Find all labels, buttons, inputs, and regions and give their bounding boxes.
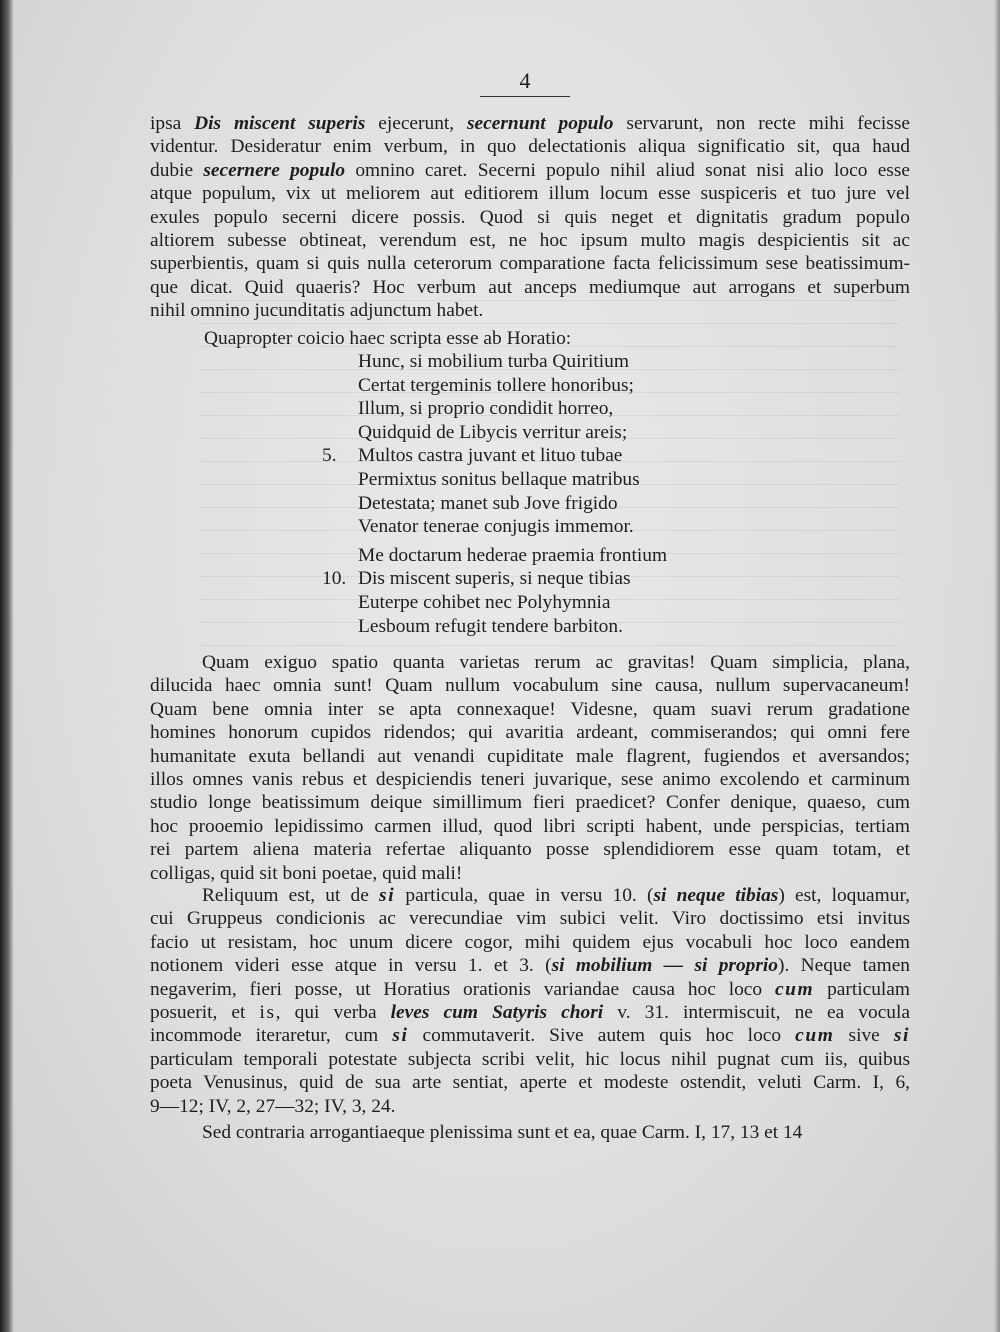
poem-verse — [358, 350, 667, 374]
page-edge-right — [994, 0, 1000, 1332]
poem-verse — [358, 515, 667, 539]
poem-intro-line: Quapropter coicio haec scripta esse ab Horatio: — [204, 328, 572, 349]
page-edge-shadow — [0, 0, 14, 1332]
poem-verse — [322, 567, 667, 591]
paragraph-1 — [150, 112, 910, 323]
text-line: negaverim, fieri posse, ut Horatius orationis variandae causa hoc loco cum particulam — [150, 978, 910, 1000]
text-line: posuerit, et is, qui verba leves cum Satyris chori v. 31. intermiscuit, ne ea vocula — [150, 1001, 910, 1023]
text-line: studio longe beatissimum deique simillimum fieri praedicet? Confer denique, quaeso, cum — [150, 792, 910, 814]
text-line: exules populo secerni dicere possis. Quod si quis neget et dignitatis gradum populo — [150, 206, 910, 228]
verse-text: Detestata; manet sub Jove frigido — [358, 492, 618, 514]
poem-verse — [358, 468, 667, 492]
paragraph-4 — [150, 1121, 910, 1144]
text-line: Quam exiguo spatio quanta varietas rerum ac gravitas! Quam simplicia, plana, — [202, 652, 910, 673]
text-line: humanitate exuta bellandi aut venandi cupiditate male flagrent, fugiendos et aversandos; — [150, 745, 910, 767]
verse-text: Euterpe cohibet nec Polyhymnia — [358, 591, 611, 613]
spaced-emphasis: cum — [774, 978, 815, 1000]
verse-text: Quidquid de Libycis verritur areis; — [358, 421, 628, 443]
emphasis-text: si mobilium — si proprio — [551, 955, 778, 977]
page-number: 4 — [480, 68, 570, 97]
text-line: superbientis, quam si quis nulla ceterorum comparatione facta felicissimum sese beatissimum- — [150, 253, 910, 275]
verse-number: 5. — [322, 445, 337, 467]
spaced-text: is — [259, 1001, 276, 1023]
poem-verse — [358, 397, 667, 421]
text-line: dubie secernere populo omnino caret. Secerni populo nihil aliud sonat nisi alio loco esse — [150, 159, 910, 181]
verse-text: Dis miscent superis, si neque tibias — [358, 568, 631, 590]
spaced-emphasis: cum — [795, 1025, 835, 1047]
verse-text: Lesboum refugit tendere barbiton. — [358, 615, 623, 637]
text-line: atque populum, vix ut meliorem aut editiorem illum locum esse suspiceris et tuo jure vel — [150, 183, 910, 205]
text-line: colligas, quid sit boni poetae, quid mali! — [150, 862, 463, 884]
text-line: dilucida haec omnia sunt! Quam nullum vocabulum sine causa, nullum supervacaneum! — [150, 675, 910, 697]
text-line: illos omnes vanis rebus et despiciendis teneri juvarique, sese animo excolendo et carminum — [150, 768, 910, 790]
poem-verse — [358, 421, 667, 445]
horace-poem — [322, 350, 668, 638]
text-line: hoc prooemio lepidissimo carmen illud, quod libri scripti habent, unde perspicias, tertiam — [150, 815, 910, 837]
poem-verse — [358, 492, 667, 516]
verse-text: Multos castra juvant et lituo tubae — [358, 445, 623, 467]
text-line: que dicat. Quid quaeris? Hoc verbum aut anceps mediumque aut arrogans et superbum — [150, 276, 910, 298]
text-line: facio ut resistam, hoc unum dicere cogor, mihi quidem ejus vocabuli hoc loco eandem — [150, 931, 910, 953]
text-line: rei partem aliena materia refertae aliquanto posse splendidiorem esse quam totam, et — [150, 839, 910, 861]
poem-verse — [358, 591, 667, 615]
verse-text: Me doctarum hederae praemia frontium — [358, 544, 668, 566]
text-line: cui Gruppeus condicionis ac verecundiae vim subici velit. Viro doctissimo etsi invitus — [150, 908, 910, 930]
emphasis-text: leves cum Satyris chori — [390, 1001, 604, 1023]
text-line: Sed contraria arrogantiaeque plenissima sunt et ea, quae Carm. I, 17, 13 et 14 — [202, 1122, 803, 1143]
text-line: Quam bene omnia inter se apta connexaque! Videsne, quam suavi rerum gradatione — [150, 698, 910, 720]
spaced-emphasis: si — [379, 885, 396, 906]
verse-text: Permixtus sonitus bellaque matribus — [358, 468, 640, 490]
text-line: incommode iteraretur, cum si commutaverit. Sive autem quis hoc loco cum sive si — [150, 1025, 910, 1047]
text-line: poeta Venusinus, quid de sua arte sentiat, aperte et modeste ostendit, veluti Carm. I, 6, — [150, 1072, 910, 1094]
emphasis-text: si neque tibias — [653, 885, 779, 906]
spaced-emphasis: si — [392, 1025, 409, 1047]
poem-verse — [358, 544, 667, 568]
text-line: nihil omnino jucunditatis adjunctum habet. — [150, 300, 484, 322]
poem-verse — [322, 444, 667, 468]
text-line: notionem videri esse atque in versu 1. et 3. (si mobilium — si proprio). Neque tamen — [150, 955, 910, 977]
emphasis-text: secernunt populo — [467, 113, 614, 134]
text-line: particulam temporali potestate subjecta scribi velit, hic locus nihil pugnat cum iis, quibus — [150, 1048, 910, 1070]
text-line: videntur. Desideratur enim verbum, in quo delectationis aliqua significatio sit, qua haud — [150, 136, 910, 158]
verse-text: Certat tergeminis tollere honoribus; — [358, 374, 634, 396]
poem-verse — [358, 374, 667, 398]
text-line: homines honorum cupidos ridendos; qui avaritia ardeant, commiserandos; qui omni fere — [150, 722, 910, 744]
verse-text: Hunc, si mobilium turba Quiritium — [358, 351, 629, 372]
emphasis-text: secernere populo — [203, 159, 346, 181]
verse-text: Venator tenerae conjugis immemor. — [358, 516, 634, 538]
paragraph-3 — [150, 884, 910, 1118]
poem-verse — [358, 615, 667, 639]
text-line: altiorem subesse obtineat, verendum est, ne hoc ipsum multo magis despicientis sit ac — [150, 229, 910, 251]
text-line: Reliquum est, ut de si particula, quae in versu 10. (si neque tibias) est, loquamur, — [202, 885, 910, 906]
paragraph-2 — [150, 651, 910, 885]
text-line: ipsa Dis miscent superis ejecerunt, secernunt populo servarunt, non recte mihi fecisse — [150, 113, 910, 134]
text-line: 9—12; IV, 2, 27—32; IV, 3, 24. — [150, 1095, 396, 1117]
spaced-emphasis: si — [893, 1025, 910, 1047]
verse-text: Illum, si proprio condidit horreo, — [358, 398, 614, 420]
verse-number: 10. — [322, 568, 347, 590]
emphasis-text: Dis miscent superis — [194, 113, 366, 134]
